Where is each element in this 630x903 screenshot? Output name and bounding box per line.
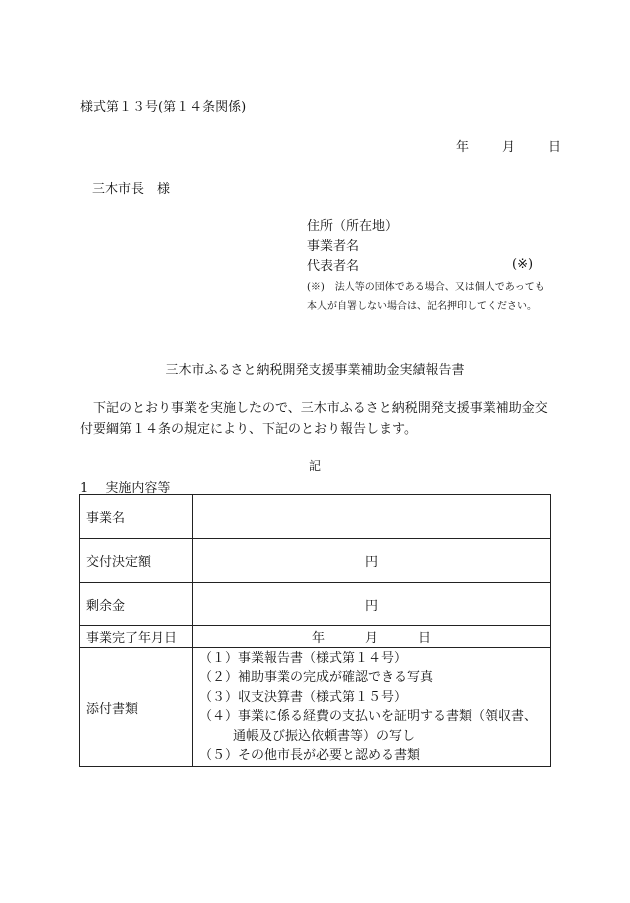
grant-amount-value[interactable]: 円 <box>193 539 551 583</box>
report-table <box>79 494 551 767</box>
attachment-item: （３）収支決算書（様式第１５号） <box>199 689 408 705</box>
table-row-completion-date <box>80 626 551 648</box>
surplus-label: 剰余金 <box>80 583 193 626</box>
date-month: 月 <box>502 140 516 155</box>
seal-note-line1: (※) 法人等の団体である場合、又は個人であっても <box>307 282 545 293</box>
date-day: 日 <box>548 140 562 155</box>
document-title: 三木市ふるさと納税開発支援事業補助金実績報告書 <box>165 363 465 378</box>
project-name-value[interactable] <box>193 495 551 539</box>
seal-note <box>307 278 545 316</box>
business-name-label: 事業者名 <box>307 239 360 254</box>
form-number: 様式第１３号(第１４条関係) <box>80 100 247 115</box>
section-heading: 1 実施内容等 <box>80 481 171 496</box>
table-row-project-name <box>80 495 551 539</box>
table-row-attachments <box>80 648 551 767</box>
surplus-value[interactable]: 円 <box>193 583 551 626</box>
attachment-item: （４）事業に係る経費の支払いを証明する書類（領収書、 <box>199 709 538 724</box>
address-label: 住所（所在地） <box>307 219 399 234</box>
project-name-label: 事業名 <box>80 495 193 539</box>
representative-label: 代表者名 <box>307 259 360 274</box>
attachment-item: （１）事業報告書（様式第１４号） <box>199 650 408 666</box>
completion-day: 日 <box>418 631 432 646</box>
attachment-item-continued: 通帳及び振込依頼書等）の写し <box>233 728 416 744</box>
completion-date-value[interactable] <box>193 626 551 648</box>
date-year: 年 <box>456 140 470 155</box>
attachments-label: 添付書類 <box>80 648 193 767</box>
table-row-surplus <box>80 583 551 626</box>
completion-date-label: 事業完了年月日 <box>80 626 193 648</box>
seal-mark: (※) <box>512 257 534 272</box>
attachments-list <box>193 648 551 767</box>
completion-year: 年 <box>311 631 325 646</box>
ki-heading: 記 <box>308 459 321 473</box>
applicant-block <box>307 217 398 277</box>
seal-note-line2: 本人が自署しない場合は、記名押印してください。 <box>307 301 537 312</box>
grant-amount-label: 交付決定額 <box>80 539 193 583</box>
attachment-item: （５）その他市長が必要と認める書類 <box>199 748 421 763</box>
table-row-grant-amount <box>80 539 551 583</box>
report-date <box>456 136 561 155</box>
addressee: 三木市長 様 <box>92 182 171 197</box>
body-text: 下記のとおり事業を実施したので、三木市ふるさと納税開発支援事業補助金交付要綱第１４条の規定により、下記のとおり報告します。 <box>80 401 548 437</box>
completion-month: 月 <box>364 631 378 646</box>
attachment-item: （２）補助事業の完成が確認できる写真 <box>199 670 434 685</box>
